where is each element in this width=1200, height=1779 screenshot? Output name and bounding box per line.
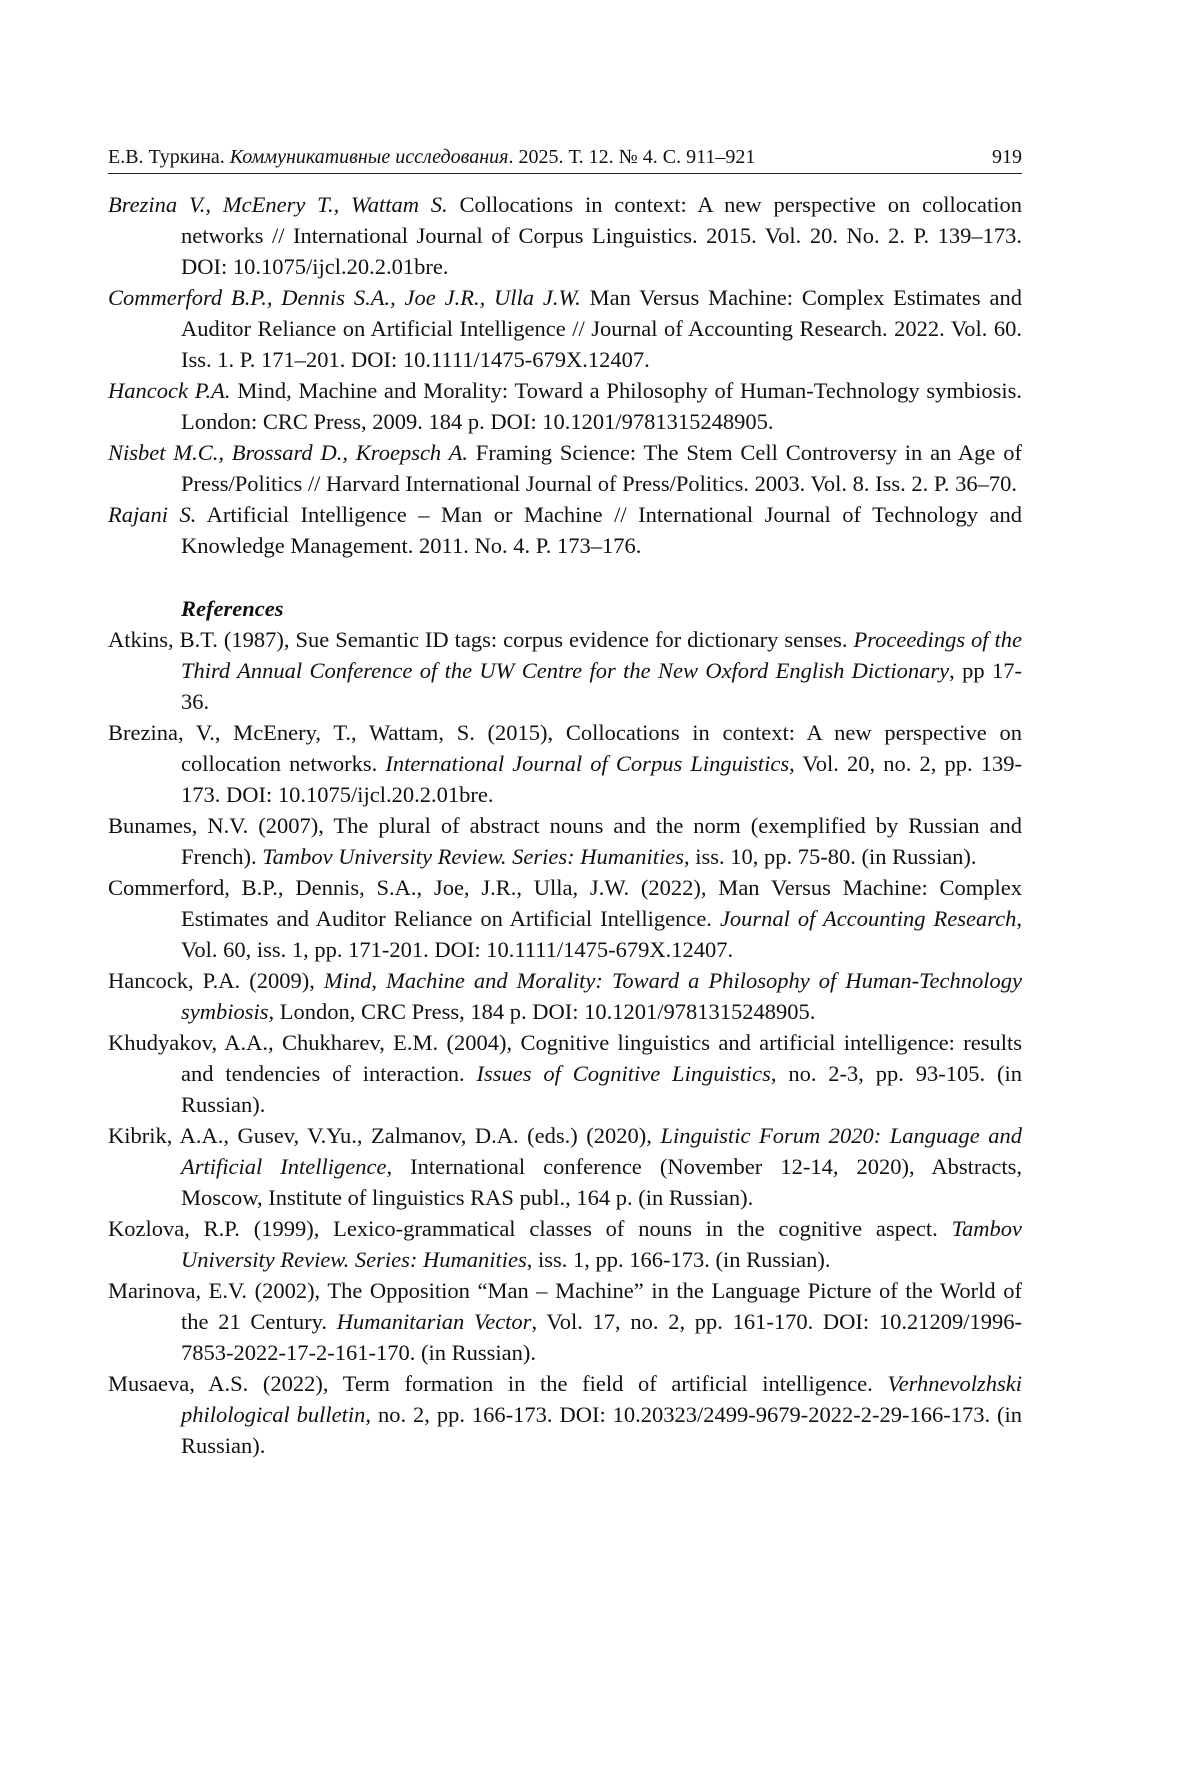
running-head-citation	[108, 144, 755, 170]
reference-entry: Commerford, B.P., Dennis, S.A., Joe, J.R., Ulla, J.W. (2022), Man Versus Machine: Complex Estimates and Auditor Reliance on Artificial Intelligence. Journal of Accounting Research, Vol. 60, iss. 1, pp. 171-201. DOI: 10.1111/1475-679X.12407.	[108, 875, 1022, 962]
reference-entry: Bunames, N.V. (2007), The plural of abstract nouns and the norm (exemplified by Russian and French). Tambov University Review. Series: Humanities, iss. 10, pp. 75-80. (in Russian).	[108, 813, 1022, 869]
header-author: Е.В. Туркина.	[108, 146, 230, 168]
reference-entry: Khudyakov, A.A., Chukharev, E.M. (2004), Cognitive linguistics and artificial intelligence: results and tendencies of interaction. Issues of Cognitive Linguistics, no. 2-3, pp. 93-105. (in Russian).	[108, 1030, 1022, 1117]
running-head	[108, 144, 1022, 174]
page-number: 919	[992, 146, 1022, 168]
reference-entry: Kibrik, A.A., Gusev, V.Yu., Zalmanov, D.A. (eds.) (2020), Linguistic Forum 2020: Language and Artificial Intelligence, International conference (November 12-14, 2020), Abstracts, Moscow, Institute of linguistics RAS publ., 164 p. (in Russian).	[108, 1123, 1022, 1210]
literature-entry: Hancock P.A. Mind, Machine and Morality: Toward a Philosophy of Human-Technology symbiosis. London: CRC Press, 2009. 184 p. DOI: 10.1201/9781315248905.	[108, 378, 1022, 434]
reference-entry: Musaeva, A.S. (2022), Term formation in the field of artificial intelligence. Verhnevolzhski philological bulletin, no. 2, pp. 166-173. DOI: 10.20323/2499-9679-2022-2-29-166-173. (in Russian).	[108, 1371, 1023, 1458]
header-citation: . 2025. Т. 12. № 4. С. 911–921	[508, 146, 756, 168]
literature-list	[108, 189, 1022, 561]
reference-entry: Brezina, V., McEnery, T., Wattam, S. (2015), Collocations in context: A new perspective on collocation networks. International Journal of Corpus Linguistics, Vol. 20, no. 2, pp. 139-173. DOI: 10.1075/ijcl.20.2.01bre.	[108, 720, 1023, 807]
header-journal: Коммуникативные исследования	[229, 146, 509, 168]
references-list	[108, 624, 1022, 1461]
literature-entry: Rajani S. Artificial Intelligence – Man or Machine // International Journal of Technology and Knowledge Management. 2011. No. 4. P. 173–176.	[108, 502, 1022, 558]
references-heading: References	[181, 596, 284, 621]
literature-entry: Nisbet M.C., Brossard D., Kroepsch A. Framing Science: The Stem Cell Controversy in an Age of Press/Politics // Harvard International Journal of Press/Politics. 2003. Vol. 8. Iss. 2. P. 36–70.	[108, 440, 1022, 496]
bibliography	[108, 189, 1022, 1461]
reference-entry: Marinova, E.V. (2002), The Opposition “Man – Machine” in the Language Picture of the World of the 21 Century. Humanitarian Vector, Vol. 17, no. 2, pp. 161-170. DOI: 10.21209/1996-7853-2022-17-2-161-170. (in Russian).	[108, 1278, 1022, 1365]
reference-entry: Hancock, P.A. (2009), Mind, Machine and Morality: Toward a Philosophy of Human-Technology symbiosis, London, CRC Press, 184 p. DOI: 10.1201/9781315248905.	[108, 968, 1022, 1024]
literature-entry: Commerford B.P., Dennis S.A., Joe J.R., Ulla J.W. Man Versus Machine: Complex Estimates and Auditor Reliance on Artificial Intelligence // Journal of Accounting Research. 2022. Vol. 60. Iss. 1. P. 171–201. DOI: 10.1111/1475-679X.12407.	[108, 285, 1022, 372]
reference-entry: Kozlova, R.P. (1999), Lexico-grammatical classes of nouns in the cognitive aspect. Tambov University Review. Series: Humanities, iss. 1, pp. 166-173. (in Russian).	[108, 1216, 1022, 1272]
reference-entry: Atkins, B.T. (1987), Sue Semantic ID tags: corpus evidence for dictionary senses. Proceedings of the Third Annual Conference of the UW Centre for the New Oxford English Dictionary, pp 17-36.	[108, 627, 1022, 714]
literature-entry: Brezina V., McEnery T., Wattam S. Collocations in context: A new perspective on collocation networks // International Journal of Corpus Linguistics. 2015. Vol. 20. No. 2. P. 139–173. DOI: 10.1075/ijcl.20.2.01bre.	[108, 192, 1022, 279]
